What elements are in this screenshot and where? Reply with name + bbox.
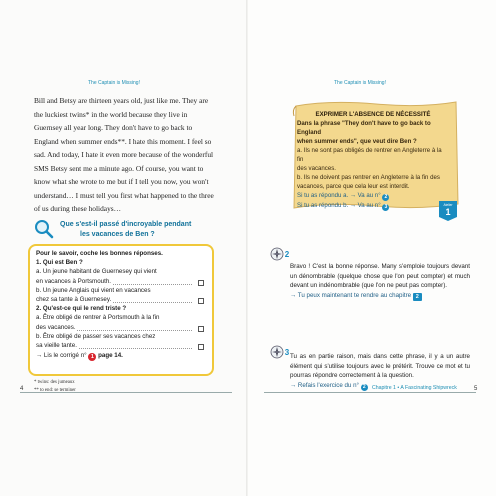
quiz-option-2b-line1: b. Être obligé de passer ses vacances chez (36, 332, 156, 340)
exercise-prompt-2: when summer ends", que veut dire Ben ? (297, 138, 417, 145)
atelier-badge-icon (438, 200, 458, 222)
quiz-box (28, 244, 214, 376)
quiz-option-1b-line1: b. Un jeune Anglais qui vient en vacances (36, 286, 151, 294)
checkbox-1b[interactable] (198, 298, 204, 304)
footnote-2: ** to end: se terminer (34, 388, 76, 393)
question-title (34, 217, 214, 245)
answer-2-text: Bravo ! C'est la bonne réponse. Many s'emploie toujours devant un dénombrable (quelque chose que l'on peut compter) et much devant un indénombrable (que l'on ne peut pas compter). (290, 263, 470, 289)
running-head-right: The Captain is Missing! (334, 80, 386, 86)
footer-rule-right (264, 392, 476, 393)
compass-rose-icon (270, 345, 292, 359)
exercise-option-a-1: a. Ils ne sont pas obligés de rentrer en Angleterre à la fin (297, 147, 442, 163)
story-text: Bill and Betsy are thirteen years old, just like me. They are the luckiest twins* in the world because they live in Guernsey all year long. They don't have to go back to England when summer ends**. I hate this moment. I feel so sad. And today, I hate it even more because of the wonderful SMS Betsy sent me a minute ago. Of course, you want to know what she wrote to me but if I tell you now, you won't understand… I must tell you first what happened to the three of us during these holidays… (34, 96, 214, 213)
magnifier-icon (34, 219, 54, 239)
footer-rule-left (20, 392, 232, 393)
checkbox-2b[interactable] (198, 344, 204, 350)
page-number-right: 5 (474, 386, 478, 392)
compass-rose-icon (270, 247, 292, 261)
question-line-2: les vacances de Ben ? (80, 231, 155, 238)
question-line-1: Que s'est-il passé d'incroyable pendant (60, 221, 192, 228)
chapter-label: Chapitre 1 • A Fascinating Shipwreck (372, 385, 457, 391)
quiz-question-1: 1. Qui est Ben ? (36, 259, 83, 267)
running-head-left: The Captain is Missing! (88, 80, 140, 86)
exercise-option-b-2: vacances, parce que cela leur est interdit. (297, 183, 410, 190)
quiz-intro: Pour le savoir, coche les bonnes réponses. (36, 250, 163, 257)
quiz-option-2a-line1: a. Être obligé de rentrer à Portsmouth à la fin (36, 314, 160, 322)
quiz-option-1a-line1: a. Un jeune habitant de Guernesey qui vient (36, 268, 157, 276)
quiz-question-2: 2. Qu'est-ce qui le rend triste ? (36, 305, 127, 313)
answer-3-text: Tu as en partie raison, mais dans cette phrase, il y a un autre élément qui s'utilise toujours avec le prétérit. Trouve ce mot et tu pourras répondre correctement à la question. (290, 353, 470, 379)
answer-number-badge: 1 (88, 353, 96, 361)
answer-3-number: 3 (284, 348, 290, 357)
exercise-box (297, 110, 449, 211)
answer-2 (290, 262, 470, 301)
badge-number: 1 (445, 207, 451, 217)
checkbox-2a[interactable] (198, 326, 204, 332)
route-a[interactable]: Si tu as répondu a. → Va au n° 2 (297, 191, 449, 201)
quiz-option-2a: des vacances. (36, 323, 206, 332)
exercise-option-a-2: des vacances. (297, 165, 336, 172)
exercise-title: EXPRIMER L'ABSENCE DE NÉCESSITÉ (315, 111, 431, 118)
checkbox-1a[interactable] (198, 280, 204, 286)
redo-exercise-link[interactable]: → Refais l'exercice du n° 2 (290, 381, 470, 391)
chapter-link[interactable]: → Tu peux maintenant te rendre au chapitre 2 (290, 291, 470, 301)
quiz-option-1b: chez sa tante à Guernesey. (36, 295, 206, 304)
quiz-option-2b: sa vieille tante. (36, 341, 206, 350)
footnote-1: * twins: des jumeaux (34, 380, 75, 385)
badge-label: Atelier (443, 203, 453, 207)
answer-2-number: 2 (284, 250, 290, 259)
exercise-option-b-1: b. Ils ne doivent pas rentrer en Angleterre à la fin des (297, 174, 440, 181)
route-b[interactable]: Si tu as répondu b. → Va au n° 3 (297, 201, 449, 211)
page-number-left: 4 (20, 386, 24, 392)
exercise-prompt-1: Dans la phrase "They don't have to go back to England (297, 120, 431, 136)
answer-link[interactable]: → Lis le corrigé n° 1 page 14. (36, 352, 123, 361)
quiz-option-1a: en vacances à Portsmouth. (36, 277, 206, 286)
